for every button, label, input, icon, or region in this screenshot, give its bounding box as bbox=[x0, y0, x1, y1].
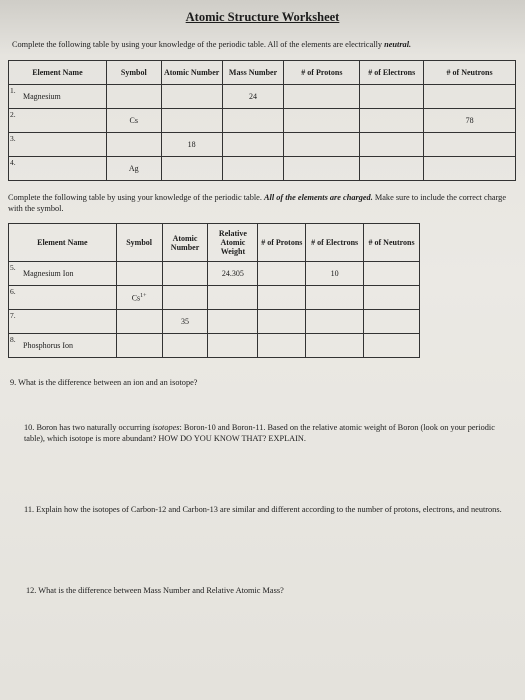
question-10-tail: : Boron-10 and Boron-11. Based on the relative atomic weight of Boron (look on your periodic table), which isotope is more abundant? HOW DO YOU KNOW THAT? EXPLAIN. bbox=[24, 423, 495, 443]
table-cell bbox=[222, 157, 284, 181]
instructions-2 bbox=[8, 193, 513, 214]
cell-value: Ag bbox=[128, 163, 139, 173]
instructions-1-text: Complete the following table by using your knowledge of the periodic table. All of the elements are electrically bbox=[12, 40, 385, 49]
t1-header-element-name: Element Name bbox=[9, 61, 107, 85]
instructions-1-emphasis: neutral. bbox=[384, 40, 412, 49]
t2-header-protons: # of Protons bbox=[258, 224, 306, 262]
table-cell bbox=[284, 157, 360, 181]
table-cell bbox=[222, 133, 284, 157]
table-cell bbox=[284, 85, 360, 109]
charged-elements-table bbox=[8, 223, 420, 358]
table-cell bbox=[9, 109, 107, 133]
page-title: Atomic Structure Worksheet bbox=[185, 10, 340, 24]
table-cell bbox=[208, 262, 258, 286]
t1-header-neutrons: # of Neutrons bbox=[424, 61, 516, 85]
table-cell bbox=[284, 133, 360, 157]
table-cell bbox=[306, 262, 364, 286]
cell-value: Cs bbox=[129, 115, 138, 125]
row-number: 8. bbox=[10, 335, 16, 344]
table-cell bbox=[162, 286, 208, 310]
table-cell bbox=[364, 310, 420, 334]
table-cell bbox=[258, 286, 306, 310]
table-cell bbox=[9, 286, 117, 310]
table-cell bbox=[360, 157, 424, 181]
table-cell bbox=[162, 334, 208, 358]
row-number: 6. bbox=[10, 287, 16, 296]
question-10-emphasis: isotopes bbox=[152, 423, 180, 432]
question-9: 9. What is the difference between an ion and an isotope? bbox=[10, 378, 198, 387]
table-cell bbox=[360, 85, 424, 109]
cell-value: 24 bbox=[249, 91, 258, 101]
table-row bbox=[9, 109, 516, 133]
t2-header-electrons: # of Electrons bbox=[306, 224, 364, 262]
table-cell bbox=[9, 133, 107, 157]
instructions-2-tail: Make sure to include the correct charge with the symbol. bbox=[8, 193, 507, 213]
cell-value: 18 bbox=[187, 139, 196, 149]
table-row bbox=[9, 85, 516, 109]
table-cell bbox=[208, 334, 258, 358]
t2-header-relative-atomic-weight: Relative Atomic Weight bbox=[208, 224, 258, 262]
question-11: 11. Explain how the isotopes of Carbon-12 and Carbon-13 are similar and different according to the number of protons, electrons, and neutrons. bbox=[24, 505, 502, 514]
table-cell bbox=[364, 286, 420, 310]
table-cell bbox=[116, 286, 162, 310]
cell-value: 24.305 bbox=[221, 268, 244, 278]
t1-header-symbol: Symbol bbox=[106, 61, 161, 85]
table-row bbox=[9, 157, 516, 181]
cell-value: Phosphorus Ion bbox=[23, 340, 74, 350]
table-cell bbox=[106, 157, 161, 181]
table-cell bbox=[424, 157, 516, 181]
table-cell bbox=[306, 334, 364, 358]
table-cell bbox=[424, 85, 516, 109]
table-cell bbox=[360, 109, 424, 133]
t1-header-atomic-number: Atomic Number bbox=[161, 61, 222, 85]
table-cell bbox=[9, 262, 117, 286]
table-cell bbox=[162, 262, 208, 286]
table-cell bbox=[116, 310, 162, 334]
table-cell bbox=[258, 334, 306, 358]
table-cell bbox=[161, 109, 222, 133]
cell-value: 78 bbox=[465, 115, 474, 125]
t1-header-electrons: # of Electrons bbox=[360, 61, 424, 85]
table-row bbox=[9, 286, 420, 310]
table-row bbox=[9, 262, 420, 286]
question-12: 12. What is the difference between Mass Number and Relative Atomic Mass? bbox=[26, 586, 284, 595]
table-cell bbox=[106, 109, 161, 133]
table-cell bbox=[9, 334, 117, 358]
table-cell bbox=[284, 109, 360, 133]
t2-header-atomic-number: Atomic Number bbox=[162, 224, 208, 262]
table-cell bbox=[360, 133, 424, 157]
table-cell bbox=[424, 109, 516, 133]
table-cell bbox=[306, 286, 364, 310]
table-cell bbox=[208, 310, 258, 334]
table-cell bbox=[106, 133, 161, 157]
table-cell bbox=[161, 85, 222, 109]
table-cell bbox=[161, 133, 222, 157]
row-number: 4. bbox=[10, 158, 16, 167]
table-cell bbox=[116, 334, 162, 358]
cell-value: $Cs^{1+}$ bbox=[131, 293, 147, 303]
neutral-elements-table bbox=[8, 60, 516, 181]
table-cell bbox=[364, 334, 420, 358]
row-number: 3. bbox=[10, 134, 16, 143]
t2-header-symbol: Symbol bbox=[116, 224, 162, 262]
table-cell bbox=[222, 109, 284, 133]
table-cell bbox=[364, 262, 420, 286]
instructions-2-emphasis: All of the elements are charged. bbox=[264, 193, 373, 202]
table-cell bbox=[208, 286, 258, 310]
table-cell bbox=[116, 262, 162, 286]
cell-value: Magnesium Ion bbox=[23, 268, 74, 278]
table-cell bbox=[106, 85, 161, 109]
table-row bbox=[9, 334, 420, 358]
table-cell bbox=[258, 262, 306, 286]
table-cell bbox=[161, 157, 222, 181]
table-cell bbox=[306, 310, 364, 334]
cell-value: Magnesium bbox=[23, 91, 61, 101]
row-number: 7. bbox=[10, 311, 16, 320]
cell-value: 10 bbox=[330, 268, 339, 278]
t2-header-neutrons: # of Neutrons bbox=[364, 224, 420, 262]
table-cell bbox=[9, 85, 107, 109]
row-number: 1. bbox=[10, 86, 16, 95]
cell-value: 35 bbox=[181, 316, 190, 326]
instructions-1 bbox=[12, 40, 517, 51]
t1-header-protons: # of Protons bbox=[284, 61, 360, 85]
table-cell bbox=[9, 310, 117, 334]
table-row bbox=[9, 310, 420, 334]
table-cell bbox=[9, 157, 107, 181]
table-cell bbox=[424, 133, 516, 157]
instructions-2-text: Complete the following table by using your knowledge of the periodic table. bbox=[8, 193, 264, 202]
table-cell bbox=[258, 310, 306, 334]
row-number: 2. bbox=[10, 110, 16, 119]
t2-header-element-name: Element Name bbox=[9, 224, 117, 262]
question-10-text: 10. Boron has two naturally occurring bbox=[24, 423, 153, 432]
row-number: 5. bbox=[10, 263, 16, 272]
table-cell bbox=[162, 310, 208, 334]
table-row bbox=[9, 133, 516, 157]
t1-header-mass-number: Mass Number bbox=[222, 61, 284, 85]
table-cell bbox=[222, 85, 284, 109]
question-10 bbox=[24, 423, 506, 444]
